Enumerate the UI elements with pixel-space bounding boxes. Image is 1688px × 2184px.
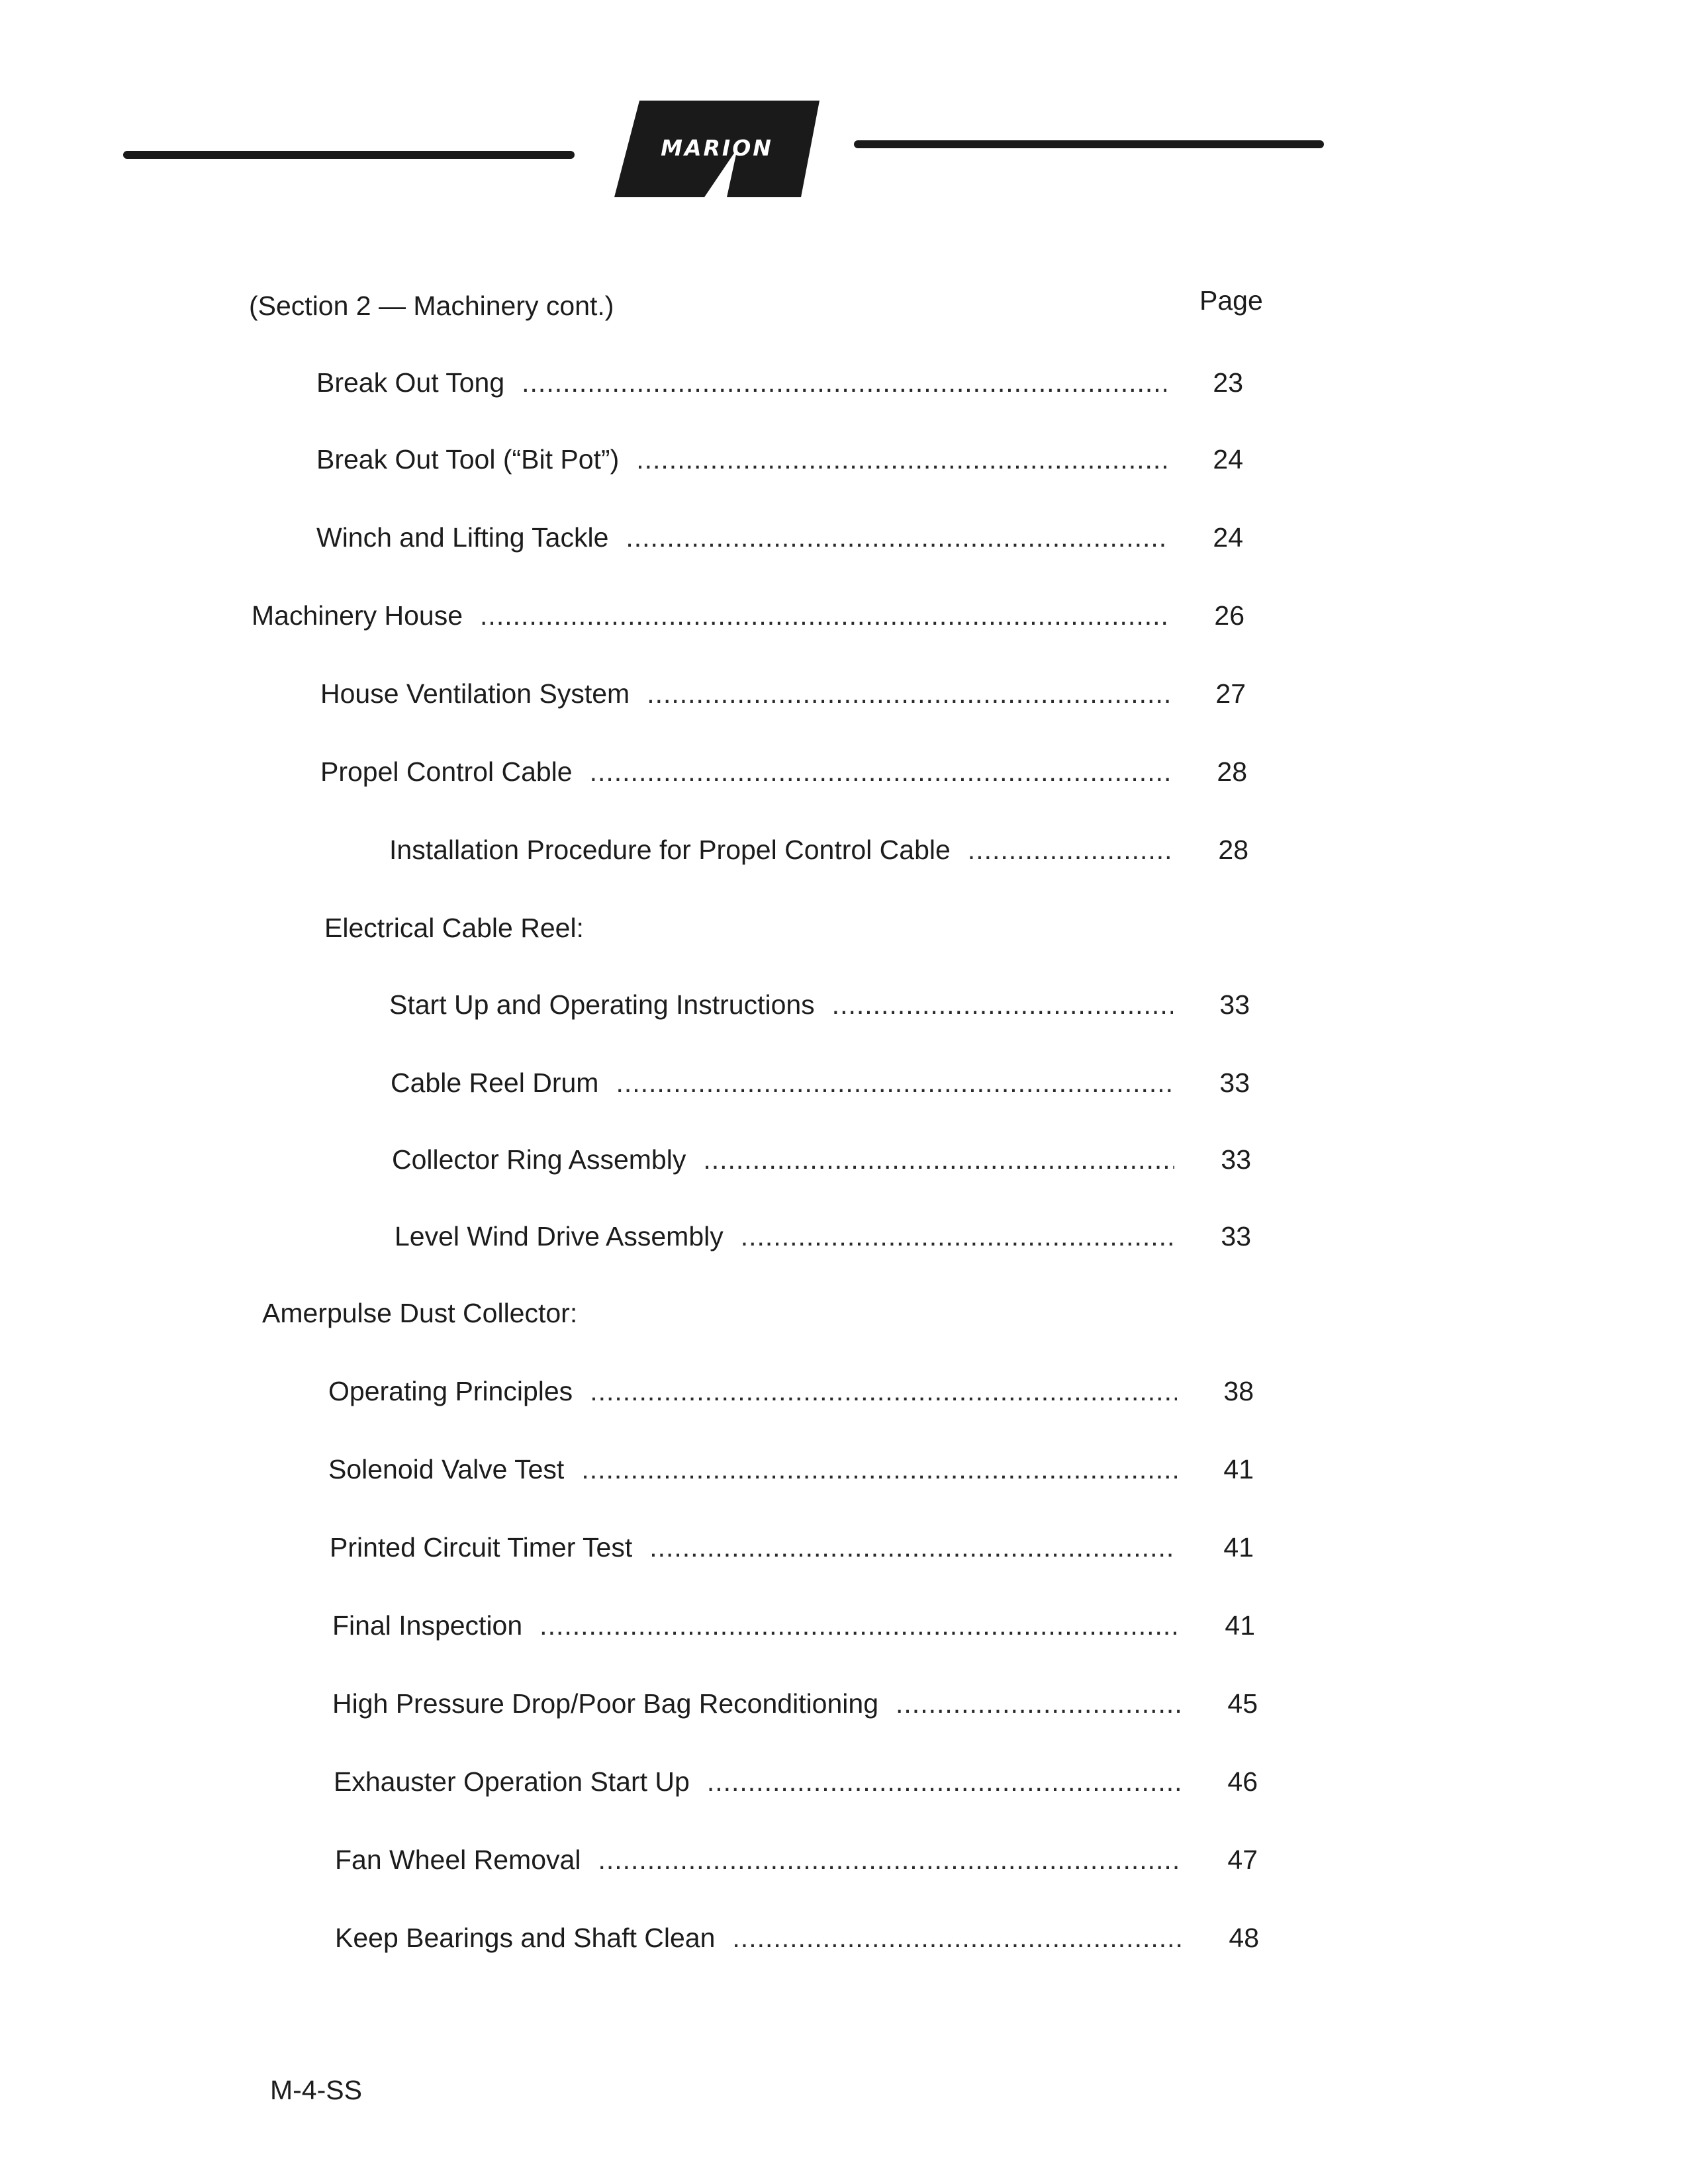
toc-entry-title: Cable Reel Drum — [391, 1068, 599, 1098]
toc-entry[interactable] — [328, 1452, 1254, 1486]
toc-entry-title: Fan Wheel Removal — [335, 1844, 581, 1875]
toc-entry[interactable] — [332, 1608, 1255, 1643]
toc-entry-title: Break Out Tong — [316, 367, 505, 398]
dot-leader — [636, 442, 1166, 477]
dot-leader — [968, 833, 1172, 867]
toc-entry[interactable] — [389, 987, 1250, 1022]
toc-entry[interactable] — [395, 1219, 1251, 1253]
dot-leader — [598, 1843, 1181, 1877]
dot-leader — [732, 1921, 1182, 1955]
dot-leader — [590, 754, 1170, 789]
toc-entry[interactable] — [392, 1142, 1251, 1177]
toc-entry[interactable] — [320, 676, 1246, 711]
toc-entry-title: Operating Principles — [328, 1376, 573, 1406]
toc-entry[interactable] — [389, 833, 1248, 867]
toc-entry[interactable] — [328, 1374, 1254, 1408]
toc-entry-title: Collector Ring Assembly — [392, 1144, 686, 1175]
toc-entry[interactable] — [391, 1066, 1250, 1100]
toc-entry-page: 48 — [1229, 1923, 1259, 1953]
logo-text: MARION — [661, 135, 773, 161]
toc-entry[interactable] — [330, 1530, 1254, 1565]
toc-entry-title: Machinery House — [252, 600, 463, 631]
toc-entry-page: 24 — [1213, 444, 1243, 475]
toc-entry-title: Level Wind Drive Assembly — [395, 1221, 724, 1251]
dot-leader — [522, 365, 1166, 400]
toc-entry-title: Keep Bearings and Shaft Clean — [335, 1923, 716, 1953]
toc-entry[interactable] — [335, 1921, 1259, 1955]
toc-entry-page: 23 — [1213, 367, 1243, 398]
toc-entry-page: 27 — [1215, 678, 1246, 709]
toc-entry-page: 28 — [1217, 756, 1247, 787]
toc-entry-page: 41 — [1223, 1454, 1254, 1484]
section-label: (Section 2 — Machinery cont.) — [249, 291, 614, 321]
dot-leader — [616, 1066, 1173, 1100]
toc-entry-title: Printed Circuit Timer Test — [330, 1532, 633, 1563]
toc-entry[interactable] — [335, 1843, 1258, 1877]
dot-leader — [703, 1142, 1174, 1177]
dot-leader — [539, 1608, 1178, 1643]
dot-leader — [480, 598, 1168, 633]
toc-entry-page: 38 — [1223, 1376, 1254, 1406]
subsection-heading: Electrical Cable Reel: — [324, 913, 584, 943]
toc-entry-title: House Ventilation System — [320, 678, 630, 709]
dot-leader — [741, 1219, 1174, 1253]
toc-entry-page: 41 — [1225, 1610, 1255, 1641]
toc-entry-page: 47 — [1227, 1844, 1258, 1875]
dot-leader — [707, 1764, 1181, 1799]
toc-entry[interactable] — [334, 1764, 1258, 1799]
dot-leader — [626, 520, 1166, 555]
toc-entry-page: 33 — [1221, 1144, 1251, 1175]
toc-entry-page: 24 — [1213, 522, 1243, 553]
toc-entry[interactable] — [316, 365, 1243, 400]
toc-entry-title: Winch and Lifting Tackle — [316, 522, 609, 553]
toc-entry-title: Break Out Tool (“Bit Pot”) — [316, 444, 620, 475]
dot-leader — [581, 1452, 1177, 1486]
toc-entry[interactable] — [316, 520, 1243, 555]
toc-entry-page: 46 — [1227, 1766, 1258, 1797]
toc-entry-title: Exhauster Operation Start Up — [334, 1766, 690, 1797]
page-column-label: Page — [1199, 285, 1263, 316]
toc-entry-page: 28 — [1218, 835, 1248, 865]
toc-entry[interactable] — [316, 442, 1243, 477]
toc-entry-title: Installation Procedure for Propel Control Cable — [389, 835, 951, 865]
toc-entry-page: 41 — [1223, 1532, 1254, 1563]
toc-entry-page: 33 — [1221, 1221, 1251, 1251]
toc-entry-page: 33 — [1219, 989, 1250, 1020]
document-code: M-4-SS — [270, 2075, 362, 2105]
toc-entry-title: Start Up and Operating Instructions — [389, 989, 815, 1020]
toc-entry-title: High Pressure Drop/Poor Bag Reconditioning — [332, 1688, 879, 1719]
toc-entry-page: 45 — [1227, 1688, 1258, 1719]
toc-entry[interactable] — [320, 754, 1247, 789]
dot-leader — [832, 987, 1173, 1022]
dot-leader — [896, 1686, 1181, 1721]
toc-entry[interactable] — [332, 1686, 1258, 1721]
toc-entry-title: Final Inspection — [332, 1610, 523, 1641]
toc-entry-page: 26 — [1214, 600, 1244, 631]
toc-entry-title: Propel Control Cable — [320, 756, 573, 787]
dot-leader — [649, 1530, 1177, 1565]
dot-leader — [590, 1374, 1177, 1408]
toc-entry[interactable] — [252, 598, 1244, 633]
dot-leader — [647, 676, 1169, 711]
subsection-heading: Amerpulse Dust Collector: — [262, 1298, 578, 1328]
toc-entry-page: 33 — [1219, 1068, 1250, 1098]
toc-entry-title: Solenoid Valve Test — [328, 1454, 565, 1484]
